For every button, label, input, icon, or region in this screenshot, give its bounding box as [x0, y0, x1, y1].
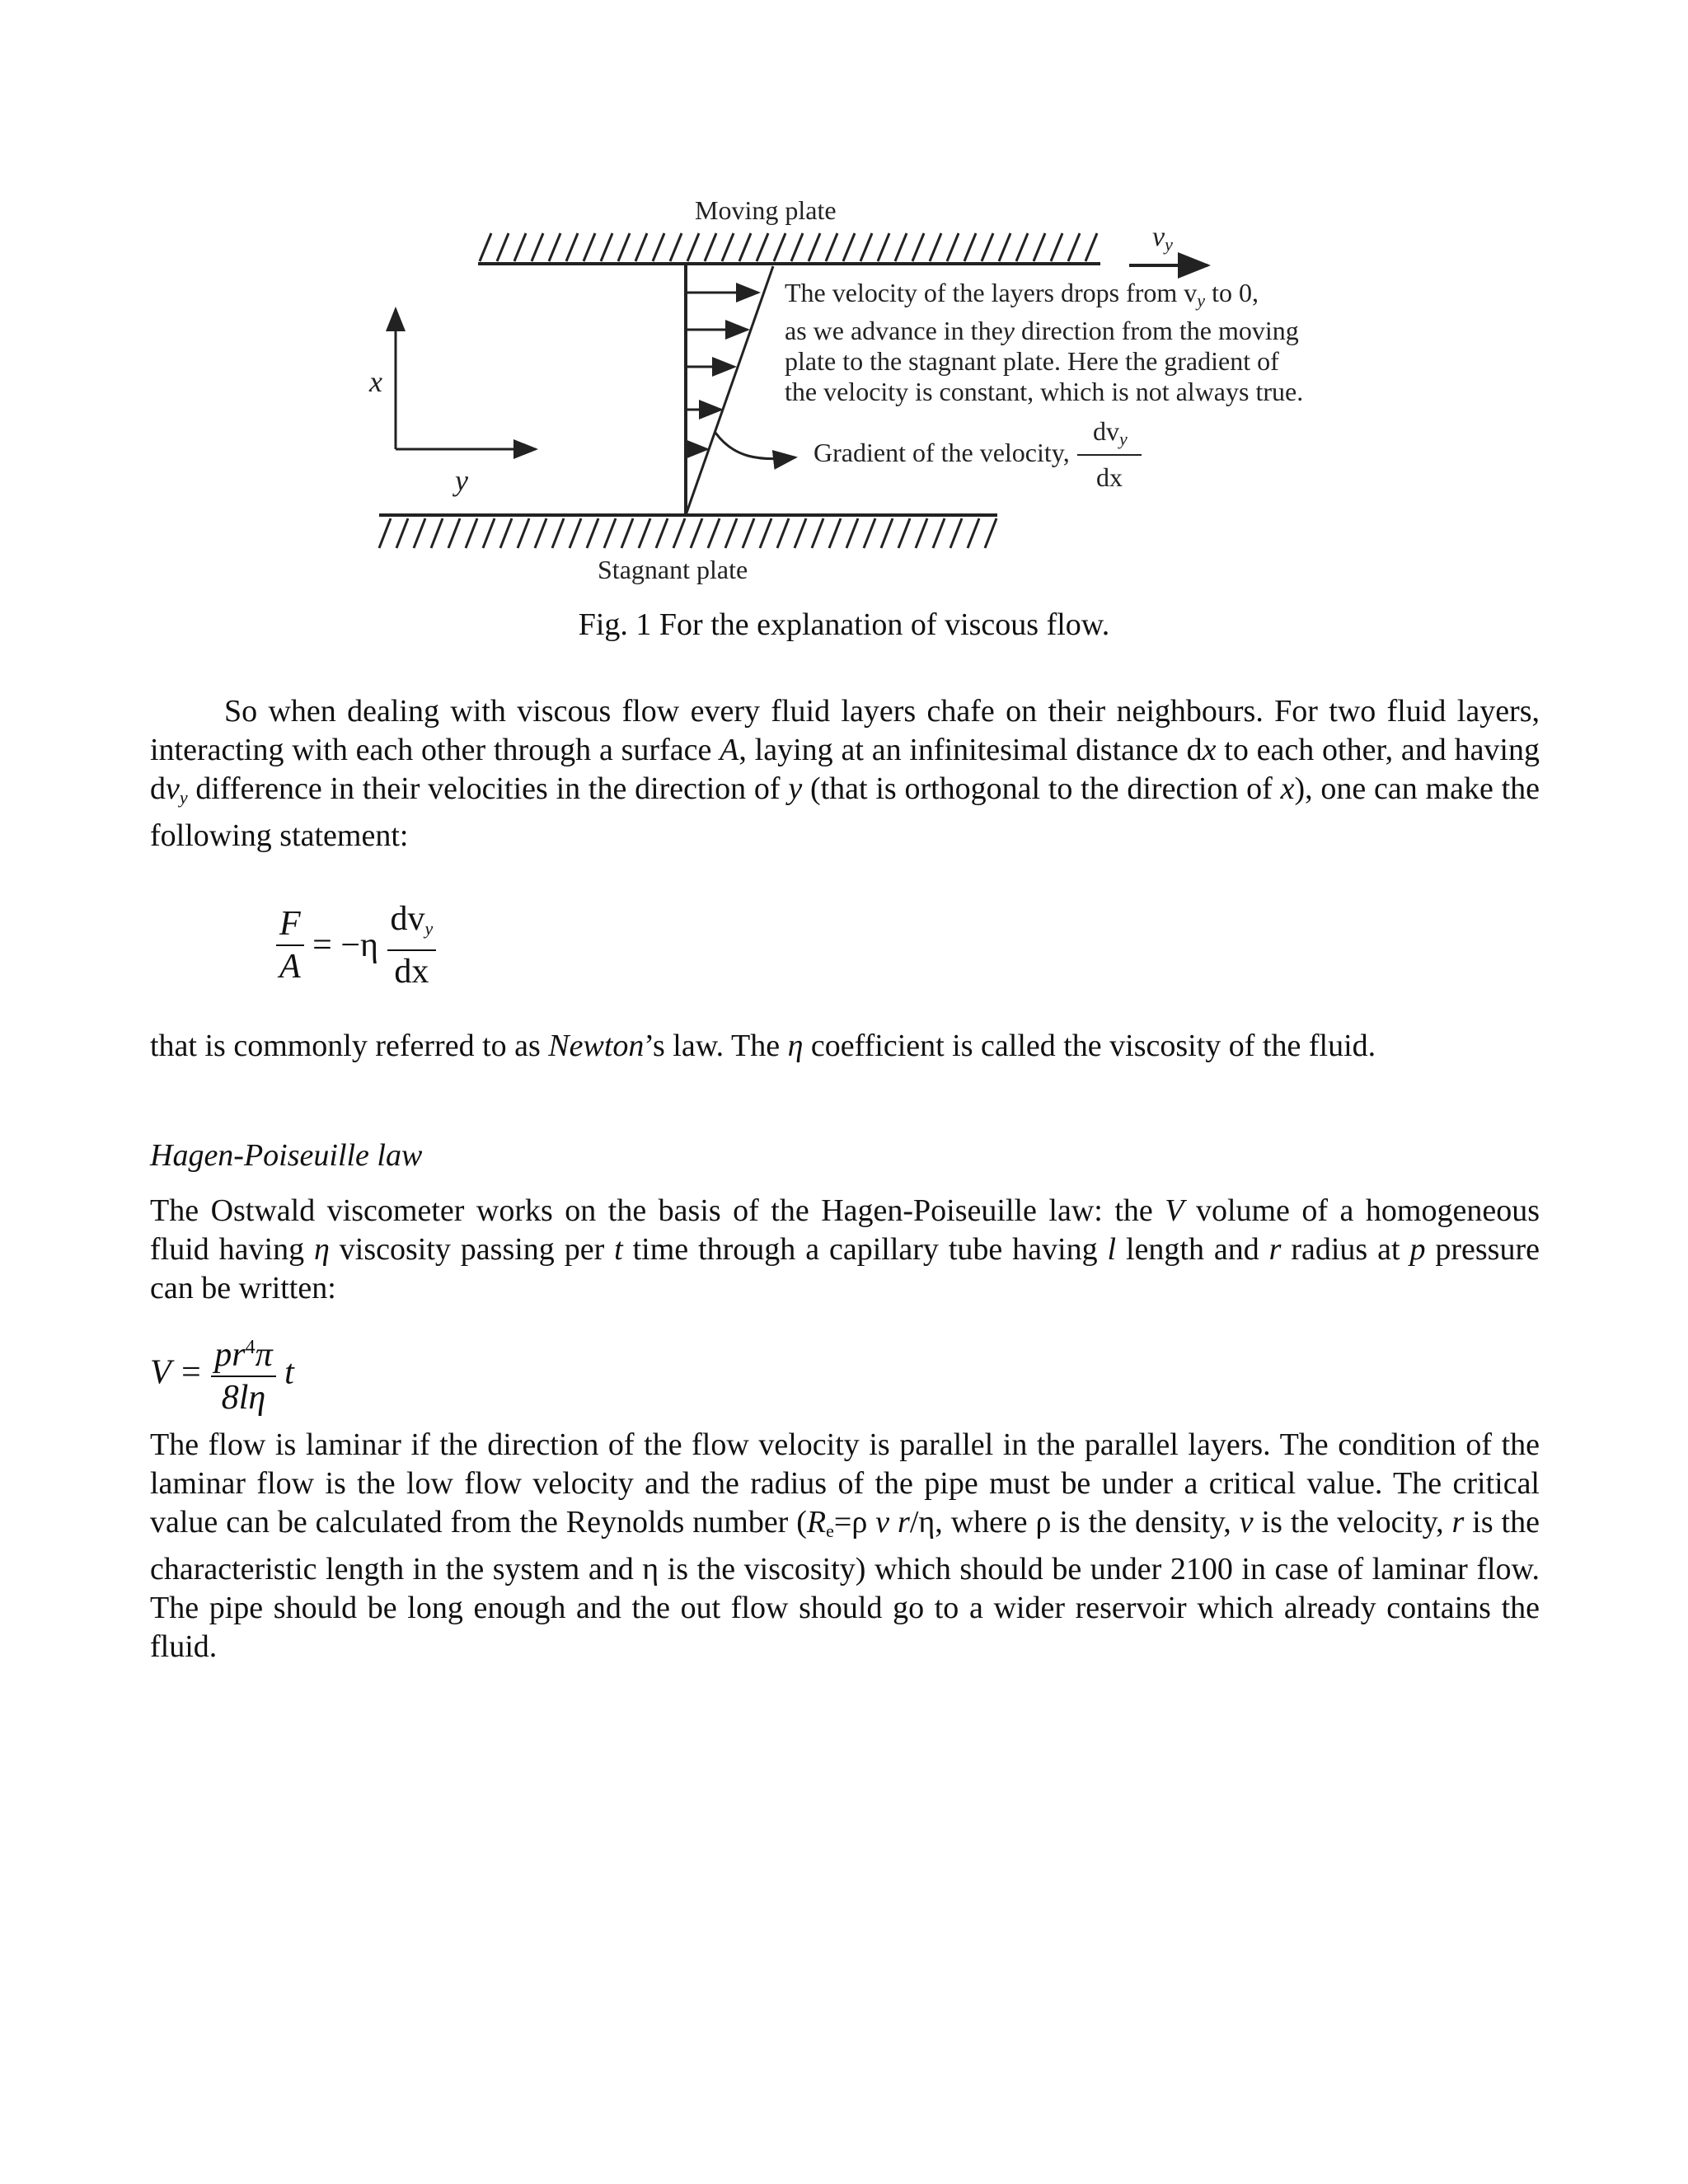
hatch-mark [968, 518, 979, 548]
hatch-mark [722, 233, 734, 261]
paragraph-viscous-flow: So when dealing with viscous flow every fluid layers chafe on their neighbours. For two fluid layers, interacting with each other through a surface A, laying at an infinitesimal distance dx to each other, and having $dv_y$ difference in their velocities in the direction of y (that is orthogonal to the direction of x), one can make the following statement: [150, 694, 1540, 853]
hatch-mark [829, 518, 841, 548]
hatch-mark [656, 518, 668, 548]
time-variable: t [284, 1353, 294, 1392]
hatch-mark [514, 233, 526, 261]
hatch-mark [670, 233, 682, 261]
hatch-mark [653, 233, 664, 261]
gradient-denominator: dx [1096, 462, 1123, 492]
hatch-mark [1016, 233, 1028, 261]
axis-y-label: y [455, 464, 468, 497]
hatch-mark [691, 518, 702, 548]
hatch-mark [396, 518, 408, 548]
hatch-mark [950, 518, 962, 548]
hatch-mark [760, 518, 771, 548]
hatch-mark [982, 233, 993, 261]
velocity-gradient-fraction: $\frac{dv_y}{dx}$ [387, 898, 437, 992]
hatch-mark [791, 233, 803, 261]
hatch-mark [1085, 233, 1097, 261]
hatch-mark [878, 233, 889, 261]
gradient-pointer-arrow [715, 433, 795, 459]
hatch-mark [743, 518, 754, 548]
hatch-mark [826, 233, 837, 261]
hatch-mark [483, 518, 495, 548]
stagnant-plate [379, 515, 997, 548]
hatch-mark [757, 233, 768, 261]
hatch-mark [809, 233, 820, 261]
hatch-mark [431, 518, 443, 548]
hatch-mark [518, 518, 529, 548]
hatch-mark [379, 518, 391, 548]
hatch-mark [570, 518, 581, 548]
hatch-mark [947, 233, 959, 261]
velocity-label: $v_y$ [1152, 222, 1173, 255]
figure-caption: Fig. 1 For the explanation of viscous flow. [578, 607, 1110, 642]
hatch-mark [687, 233, 699, 261]
hatch-mark [846, 518, 858, 548]
hatch-mark [912, 233, 924, 261]
hatch-mark [532, 233, 543, 261]
hatch-mark [725, 518, 737, 548]
hatch-mark [898, 518, 910, 548]
hatch-mark [1034, 233, 1045, 261]
hatch-mark [881, 518, 893, 548]
hatch-mark [635, 233, 647, 261]
hatch-mark [795, 518, 806, 548]
hatch-mark [587, 518, 598, 548]
moving-plate-label: Moving plate [695, 195, 837, 225]
layer-arrows [687, 293, 758, 449]
hatch-mark [584, 233, 595, 261]
hatch-mark [500, 518, 512, 548]
hatch-mark [777, 518, 789, 548]
hatch-mark [985, 518, 996, 548]
hatch-mark [916, 518, 927, 548]
hatch-mark [497, 233, 509, 261]
stagnant-plate-label: Stagnant plate [598, 555, 748, 584]
hatch-mark [708, 518, 720, 548]
paragraph-laminar-flow: The flow is laminar if the direction of the flow velocity is parallel in the parallel layers. The condition of the laminar flow is the low flow velocity and the radius of the pipe must be under a critical value. The critical value can be calculated from the Reynolds number ($R_e=\rho$ v r/η, where ρ is the density, v is the velocity, r is the characteristic length in the system and η is the viscosity) which should be under 2100 in case of laminar flow. The pipe should be long enough and the out flow should go to a wider reservoir which already contains the fluid. [150, 1427, 1540, 1664]
paragraph-hagen-poiseuille: The Ostwald viscometer works on the basis of the Hagen-Poiseuille law: the V volume of a homogeneous fluid having η viscosity passing per t time through a capillary tube having l length and r radius at p pressure can be written: [150, 1193, 1540, 1305]
hatch-mark [673, 518, 685, 548]
volume-lhs: V = [150, 1353, 203, 1392]
hatch-mark [549, 233, 560, 261]
hatch-mark [448, 518, 460, 548]
hatch-mark [843, 233, 855, 261]
hatch-mark [812, 518, 823, 548]
hatch-mark [618, 233, 630, 261]
section-heading: Hagen-Poiseuille law [150, 1138, 423, 1173]
figure-description: The velocity of the layers drops from $v_y$ to 0, as we advance in they direction from the moving plate to the stagnant plate. Here the gradient of the velocity is constant, which is not always true. [785, 278, 1304, 406]
equals-minus-eta: = −η [312, 926, 378, 964]
hatch-mark [552, 518, 564, 548]
coordinate-axes [396, 309, 536, 449]
hatch-mark [705, 233, 716, 261]
hatch-mark [930, 233, 941, 261]
hatch-mark [639, 518, 650, 548]
hatch-mark [864, 518, 875, 548]
hatch-mark [964, 233, 976, 261]
hatch-mark [739, 233, 751, 261]
hatch-mark [535, 518, 546, 548]
hatch-mark [774, 233, 785, 261]
hagen-poiseuille-equation [150, 1327, 294, 1418]
hatch-mark [414, 518, 425, 548]
hatch-mark [621, 518, 633, 548]
hatch-mark [999, 233, 1010, 261]
hatch-mark [466, 518, 477, 548]
hatch-mark [566, 233, 578, 261]
viscous-flow-figure [346, 185, 1335, 614]
paragraph-newton-law: that is commonly referred to as Newton’s law. The η coefficient is called the viscosity of the fluid. [150, 1029, 1376, 1063]
gradient-numerator: $dv_y$ [1093, 416, 1128, 449]
hatch-mark [860, 233, 872, 261]
hatch-mark [480, 233, 491, 261]
hatch-mark [604, 518, 616, 548]
gradient-label: Gradient of the velocity, [814, 438, 1070, 467]
hatch-mark [601, 233, 612, 261]
moving-plate [478, 233, 1100, 264]
hp-fraction: $\frac{pr^4\pi}{8l\eta}$ [211, 1327, 275, 1418]
hatch-mark [1051, 233, 1062, 261]
axis-x-label: x [369, 365, 382, 398]
hatch-mark [933, 518, 945, 548]
velocity-profile-line [686, 266, 773, 515]
force-area-fraction: $\frac{F}{A}$ [276, 903, 304, 987]
hatch-mark [895, 233, 907, 261]
newton-law-equation [276, 898, 436, 992]
hatch-mark [1068, 233, 1080, 261]
